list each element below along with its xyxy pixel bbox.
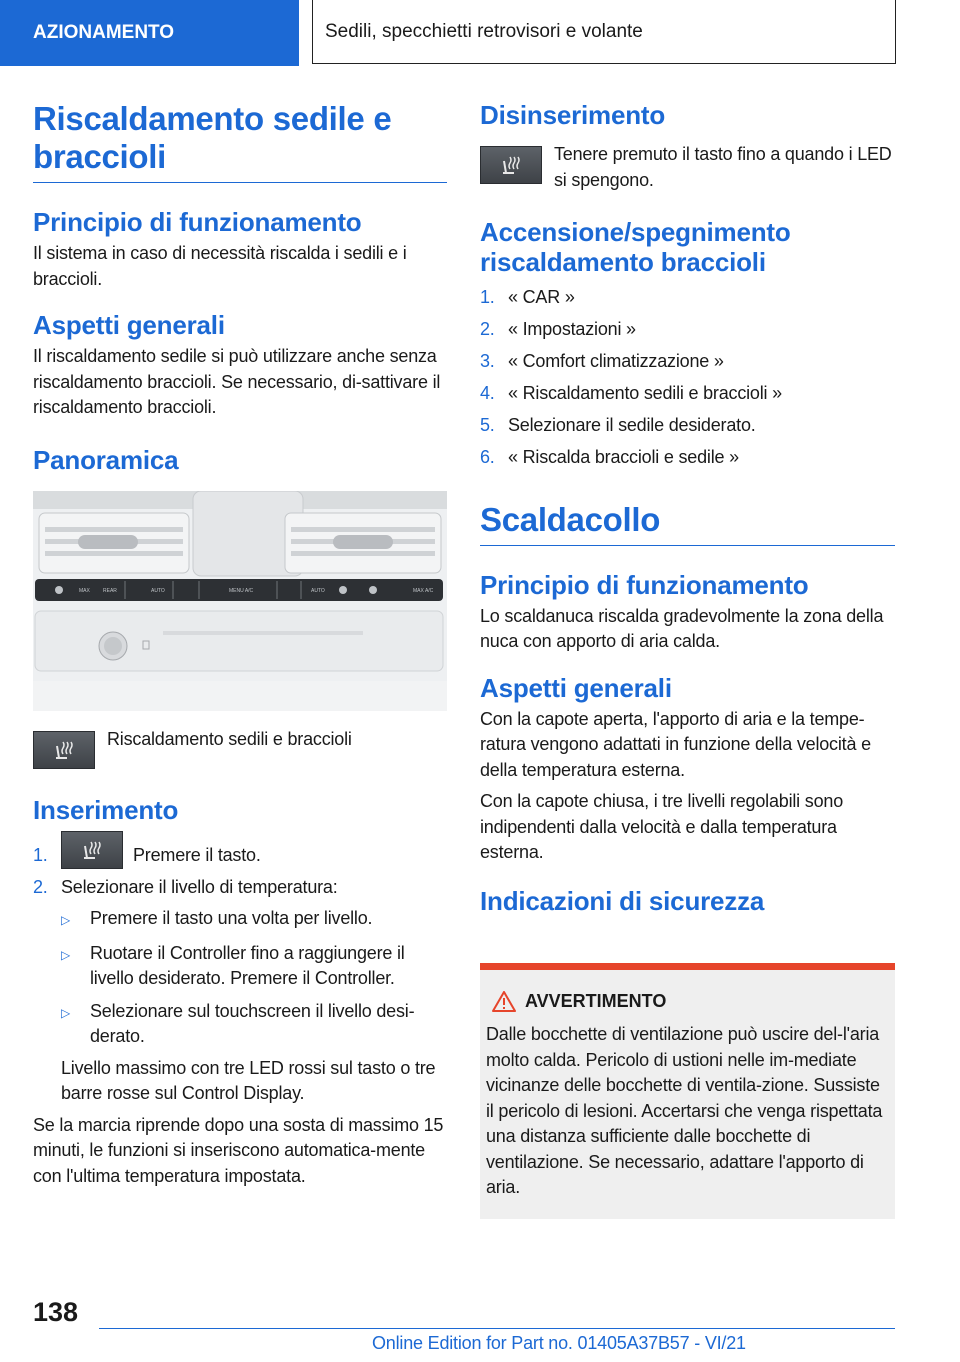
warning-box	[480, 963, 895, 1219]
scaldacollo-aspetti-heading: Aspetti generali	[480, 672, 672, 703]
left-column	[33, 100, 447, 1189]
photo-label-max: MAX	[79, 587, 90, 594]
bullet-item	[61, 999, 447, 1050]
step-2	[33, 875, 447, 901]
step-text: « Impostazioni »	[508, 319, 636, 339]
step-number: 1.	[480, 287, 495, 307]
accensione-heading	[480, 217, 895, 277]
accensione-step	[480, 317, 895, 343]
seat-heat-glyph	[51, 738, 77, 762]
step-number: 4.	[480, 383, 495, 403]
page-number: 138	[33, 1297, 79, 1327]
accensione-step	[480, 285, 895, 311]
step-2-bullets	[61, 906, 447, 1107]
bullet-item	[61, 941, 447, 992]
principio-heading: Principio di funzionamento	[33, 207, 362, 237]
seat-heating-icon	[33, 731, 95, 769]
footer-edition: Online Edition for Part no. 01405A37B57 - VI/21	[372, 1333, 746, 1353]
scaldacollo-principio-text: Lo scaldanuca riscalda gradevolmente la zona della nuca con apporto di aria calda.	[480, 605, 884, 651]
accensione-step	[480, 381, 895, 407]
accensione-step	[480, 413, 895, 439]
warning-triangle-icon	[492, 991, 516, 1012]
scaldacollo-aspetti-p1: Con la capote aperta, l'apporto di aria e la tempe-ratura vengono adattati in funzione della velocità e della temperatura esterna.	[480, 708, 871, 780]
disinserimento-text: Tenere premuto il tasto fino a quando i LED si spengono.	[554, 144, 892, 190]
accensione-heading-line2: riscaldamento braccioli	[480, 247, 766, 277]
icon-legend	[33, 728, 447, 769]
seat-heat-glyph	[79, 838, 105, 862]
scaldacollo-rule	[480, 545, 895, 546]
main-heading	[33, 100, 447, 176]
warning-bar	[480, 963, 895, 970]
step-1-number: 1.	[33, 845, 48, 865]
step-number: 3.	[480, 351, 495, 371]
warning-title: AVVERTIMENTO	[525, 991, 667, 1011]
seat-heating-button-icon	[61, 831, 123, 869]
triangle-bullet-icon: ▷	[61, 947, 71, 962]
step-text: « Riscaldamento sedili e braccioli »	[508, 383, 782, 403]
scaldacollo-aspetti-p2: Con la capote chiusa, i tre livelli regolabili sono indipendenti dalla velocità e dalla temperatura esterna.	[480, 791, 844, 862]
bullet-text: Premere il tasto una volta per livello.	[90, 908, 373, 928]
footer-rule	[99, 1328, 895, 1329]
warning-header	[492, 991, 895, 1012]
seat-heat-glyph	[498, 153, 524, 177]
scaldacollo-principio-heading: Principio di funzionamento	[480, 569, 809, 600]
panoramica-heading: Panoramica	[33, 444, 179, 475]
step-2-text: Selezionare il livello di temperatura:	[61, 876, 338, 897]
photo-label-rear: REAR	[103, 587, 117, 594]
triangle-bullet-icon: ▷	[61, 913, 71, 927]
chapter-title	[312, 0, 896, 64]
aspetti-text: Il riscaldamento sedile si può utilizzare anche senza riscaldamento braccioli. Se necessario, di-sattivare il riscaldamento braccioli.	[33, 346, 441, 417]
accensione-step	[480, 445, 895, 471]
heading-rule	[33, 182, 447, 183]
disinserimento-block	[480, 142, 895, 193]
step-text: « CAR »	[508, 287, 575, 307]
principio-text: Il sistema in caso di necessità riscalda i sedili e i braccioli.	[33, 243, 407, 289]
photo-label-auto-left: AUTO	[151, 587, 165, 594]
step-number: 6.	[480, 447, 495, 467]
aspetti-heading: Aspetti generali	[33, 310, 225, 340]
accensione-steps	[480, 285, 895, 471]
bullet-text: Ruotare il Controller fino a raggiungere il livello desiderato. Premere il Controller.	[90, 942, 405, 988]
accensione-heading-line1: Accensione/spegnimento	[480, 217, 791, 247]
section-label: AZIONAMENTO	[33, 22, 175, 43]
step-text: Selezionare il sedile desiderato.	[508, 415, 756, 435]
accensione-step	[480, 349, 895, 375]
step-text: « Riscalda braccioli e sedile »	[508, 447, 739, 467]
main-heading-line1: Riscaldamento sedile e	[33, 100, 392, 137]
step-number: 5.	[480, 415, 495, 435]
photo-label-auto-right: AUTO	[311, 587, 325, 594]
step-text: « Comfort climatizzazione »	[508, 351, 724, 371]
photo-label-menu: MENU A/C	[229, 587, 254, 594]
scaldacollo-heading: Scaldacollo	[480, 500, 661, 538]
disinserimento-heading: Disinserimento	[480, 100, 666, 130]
climate-panel-illustration	[33, 491, 447, 711]
section-tab[interactable]	[0, 0, 299, 66]
step-1	[33, 831, 447, 869]
photo-label-maxac: MAX A/C	[413, 587, 434, 594]
bullet-item	[61, 906, 447, 934]
chapter-title-text: Sedili, specchietti retrovisori e volante	[325, 20, 643, 42]
warning-text: Dalle bocchette di ventilazione può uscire del-l'aria molto calda. Pericolo di ustioni nelle im-mediate vicinanze delle bocchette di ventila-zione. Sussiste il pericolo di lesioni. Accertarsi che venga rispettata una distanza sufficiente dalle bocchette di ventilazione. Se necessario, adattare l'apporto di aria.	[486, 1024, 883, 1197]
step-number: 2.	[480, 319, 495, 339]
right-column	[480, 100, 895, 916]
sicurezza-heading: Indicazioni di sicurezza	[480, 885, 765, 916]
icon-caption: Riscaldamento sedili e braccioli	[107, 728, 352, 749]
seat-heating-icon	[480, 146, 542, 184]
step-2-number: 2.	[33, 876, 48, 897]
level-note: Livello massimo con tre LED rossi sul tasto o tre barre rosse sul Control Display.	[61, 1057, 436, 1103]
inserimento-steps	[33, 831, 447, 901]
climate-panel-photo	[33, 491, 447, 711]
inserimento-heading: Inserimento	[33, 794, 179, 825]
resume-note: Se la marcia riprende dopo una sosta di massimo 15 minuti, le funzioni si inseriscono automatica-mente con l'ultima temperatura impostata.	[33, 1114, 444, 1186]
main-heading-line2: braccioli	[33, 138, 167, 175]
triangle-bullet-icon: ▷	[61, 1005, 71, 1020]
step-1-text: Premere il tasto.	[133, 845, 261, 865]
bullet-text: Selezionare sul touchscreen il livello desi-derato.	[90, 1000, 415, 1046]
